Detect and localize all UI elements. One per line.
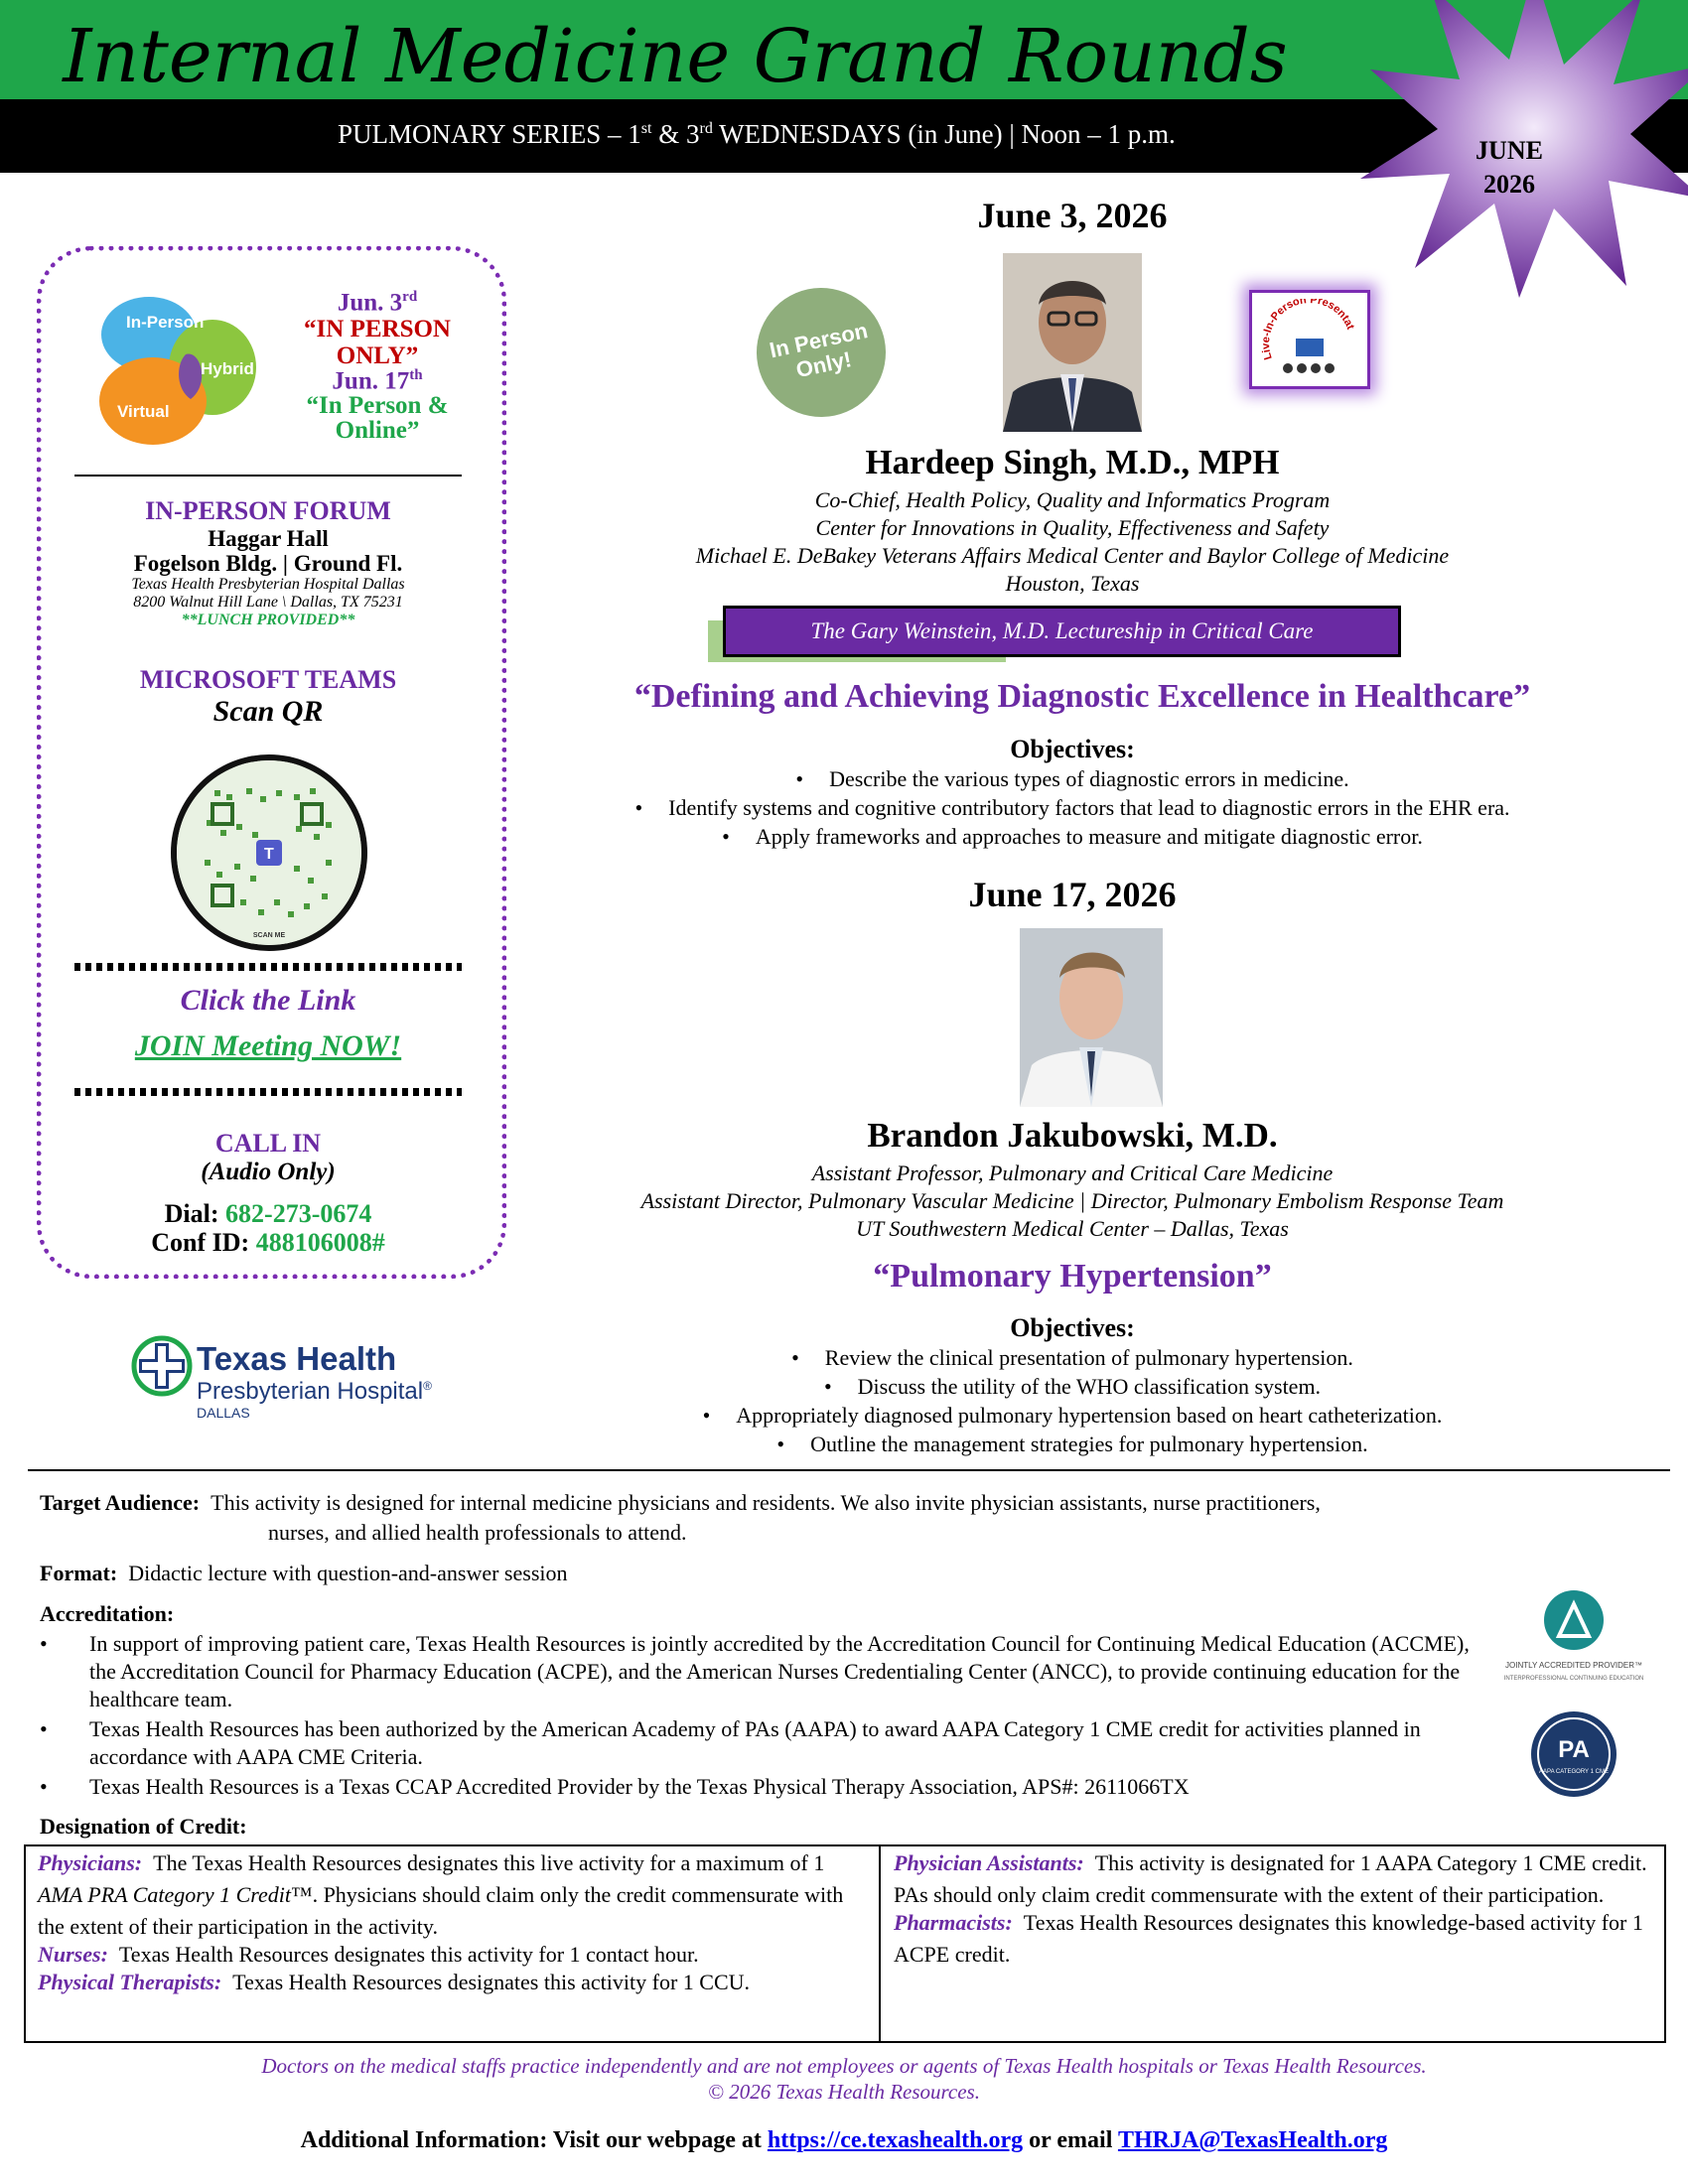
svg-text:Hybrid: Hybrid	[201, 359, 254, 378]
svg-text:Live-In-Person Presentation: Live-In-Person Presentat	[1260, 299, 1356, 361]
format-venn-icon	[91, 290, 270, 449]
aapa-logo	[1529, 1709, 1618, 1799]
jun3-mode: Jun. 3rd “IN PERSON ONLY”	[304, 289, 451, 370]
dotted-divider	[74, 1088, 462, 1096]
svg-text:AAPA CATEGORY 1 CME: AAPA CATEGORY 1 CME	[1539, 1769, 1609, 1775]
format-line: Format: Didactic lecture with question-and-answer session	[40, 1561, 568, 1585]
svg-text:INTERPROFESSIONAL CONTINUING E: INTERPROFESSIONAL CONTINUING EDUCATION	[1503, 1676, 1644, 1682]
session1-objectives-heading: Objectives:	[1010, 735, 1135, 763]
list-item: • Describe the various types of diagnostic errors in medicine.	[795, 766, 1349, 791]
qr-code[interactable]	[177, 760, 361, 945]
logo-subtitle: Presbyterian Hospital®	[197, 1378, 432, 1405]
conf-id: 488106008#	[255, 1228, 385, 1257]
list-item: • Outline the management strategies for pulmonary hypertension.	[776, 1432, 1368, 1456]
call-in-section: CALL IN (Audio Only) Dial: 682-273-0674 Conf ID: 488106008#	[151, 1129, 385, 1257]
credit-table-divider	[879, 1844, 881, 2043]
credit-left-column: Physicians: The Texas Health Resources designates this live activity for a maximum of 1 AMA PRA Category 1 Credit™. Physicians should claim only the credit commensurate with the extent of their participation in the activity. Nurses: Texas Health Resources designates this activity for 1 contact hour. Physical Therapists: Texas Health Resources designates this activity for 1 CCU.	[38, 1850, 844, 1994]
lectureship-banner: The Gary Weinstein, M.D. Lectureship in Critical Care	[723, 606, 1401, 657]
speaker1-photo	[1003, 253, 1142, 432]
year-label: 2026	[1483, 170, 1535, 199]
month-badge	[1445, 134, 1574, 202]
speaker1-affiliations: Co-Chief, Health Policy, Quality and Informatics Program Center for Innovations in Quality, Effectiveness and Safety Michael E. DeBakey Veterans Affairs Medical Center and Baylor College of Medicine Houston, Texas	[695, 487, 1450, 596]
presentation-icon	[1258, 299, 1361, 380]
dotted-divider	[74, 963, 462, 971]
credit-right-column: Physician Assistants: This activity is designated for 1 AAPA Category 1 CME credit. PAs should only claim credit commensurate with the extent of their participation. Pharmacists: Texas Health Resources designates this knowledge-based activity for 1 ACPE credit.	[894, 1850, 1647, 1967]
svg-text:Virtual: Virtual	[117, 402, 170, 421]
page-title: Internal Medicine Grand Rounds	[63, 14, 1288, 99]
teams-section: MICROSOFT TEAMS Scan QR	[139, 665, 397, 728]
list-item: • Texas Health Resources is a Texas CCAP Accredited Provider by the Texas Physical Therapy Association, APS#: 2611066TX	[40, 1774, 1190, 1799]
list-item: • Apply frameworks and approaches to measure and mitigate diagnostic error.	[722, 824, 1423, 849]
in-person-forum: IN-PERSON FORUM Haggar Hall Fogelson Bldg. | Ground Fl. Texas Health Presbyterian Hospital Dallas 8200 Walnut Hill Lane \ Dallas, TX 75231 **LUNCH PROVIDED**	[131, 496, 405, 628]
logo-city: DALLAS	[197, 1405, 250, 1421]
svg-text:In-Person: In-Person	[126, 313, 205, 332]
join-meeting-link[interactable]: JOIN Meeting NOW!	[134, 1029, 402, 1062]
target-audience: Target Audience: This activity is designed for internal medicine physicians and residents. We also invite physician assistants, nurse practitioners,	[40, 1490, 1321, 1515]
session1-title: “Defining and Achieving Diagnostic Excellence in Healthcare”	[633, 678, 1531, 715]
additional-info: Additional Information: Visit our webpage at https://ce.texashealth.org or email THRJA@TexasHealth.org	[300, 2127, 1388, 2153]
section-divider	[28, 1469, 1670, 1471]
session1-date: June 3, 2026	[977, 196, 1168, 235]
target-audience-cont: nurses, and allied health professionals to attend.	[268, 1520, 687, 1545]
list-item: • Review the clinical presentation of pulmonary hypertension.	[791, 1345, 1353, 1370]
in-person-only-badge: In Person Only!	[745, 276, 898, 429]
list-item: • Appropriately diagnosed pulmonary hypertension based on heart catheterization.	[702, 1403, 1443, 1428]
dial-number[interactable]: 682-273-0674	[225, 1199, 372, 1228]
svg-text:SCAN ME: SCAN ME	[252, 932, 286, 939]
designation-heading: Designation of Credit:	[40, 1814, 247, 1839]
logo-name: Texas Health	[197, 1340, 397, 1377]
jun17-mode: Jun. 17th “In Person & Online”	[306, 367, 449, 445]
list-item: • In support of improving patient care, Texas Health Resources is jointly accredited by the Accreditation Council for Continuing Medical Education (ACCME), the Accreditation Council for Pharmacy Education (ACPE), and the American Nurses Credentialing Center (ANCC), to provide continuing education for the healthcare team.	[40, 1631, 1470, 1711]
svg-text:PA: PA	[1558, 1736, 1590, 1763]
session2-objectives-heading: Objectives:	[1010, 1313, 1135, 1342]
session2-date: June 17, 2026	[968, 875, 1177, 914]
svg-text:JOINTLY ACCREDITED PROVIDER™: JOINTLY ACCREDITED PROVIDER™	[1505, 1661, 1642, 1670]
session2-title: “Pulmonary Hypertension”	[873, 1258, 1272, 1295]
accreditation-heading: Accreditation:	[40, 1601, 175, 1626]
website-link[interactable]: https://ce.texashealth.org	[767, 2127, 1024, 2153]
texas-health-cross-logo	[131, 1335, 193, 1397]
speaker2-name: Brandon Jakubowski, M.D.	[867, 1116, 1278, 1155]
list-item: • Discuss the utility of the WHO classification system.	[823, 1374, 1322, 1399]
disclaimer: Doctors on the medical staffs practice independently and are not employees or agents of Texas Health hospitals or Texas Health Resources. © 2026 Texas Health Resources.	[261, 2054, 1427, 2104]
month-label: JUNE	[1476, 136, 1543, 165]
svg-text:T: T	[264, 846, 274, 863]
list-item: • Texas Health Resources has been authorized by the American Academy of PAs (AAPA) to award AAPA Category 1 CME credit for activities planned in accordance with AAPA CME Criteria.	[40, 1716, 1421, 1769]
live-in-person-badge	[1249, 290, 1370, 389]
divider	[74, 475, 462, 477]
speaker2-photo	[1020, 928, 1163, 1107]
list-item: • Identify systems and cognitive contributory factors that lead to diagnostic errors in the EHR era.	[634, 795, 1510, 820]
click-link-label: Click the Link	[180, 984, 356, 1017]
speaker1-name: Hardeep Singh, M.D., MPH	[865, 443, 1280, 481]
series-subtitle: PULMONARY SERIES – 1st & 3rd WEDNESDAYS (in June) | Noon – 1 p.m.	[338, 119, 1176, 149]
jointly-accredited-logo	[1499, 1588, 1648, 1688]
email-link[interactable]: THRJA@TexasHealth.org	[1117, 2127, 1388, 2153]
speaker2-affiliations: Assistant Professor, Pulmonary and Critical Care Medicine Assistant Director, Pulmonary Vascular Medicine | Director, Pulmonary Embolism Response Team UT Southwestern Medical Center – Dallas, Texas	[640, 1160, 1504, 1241]
